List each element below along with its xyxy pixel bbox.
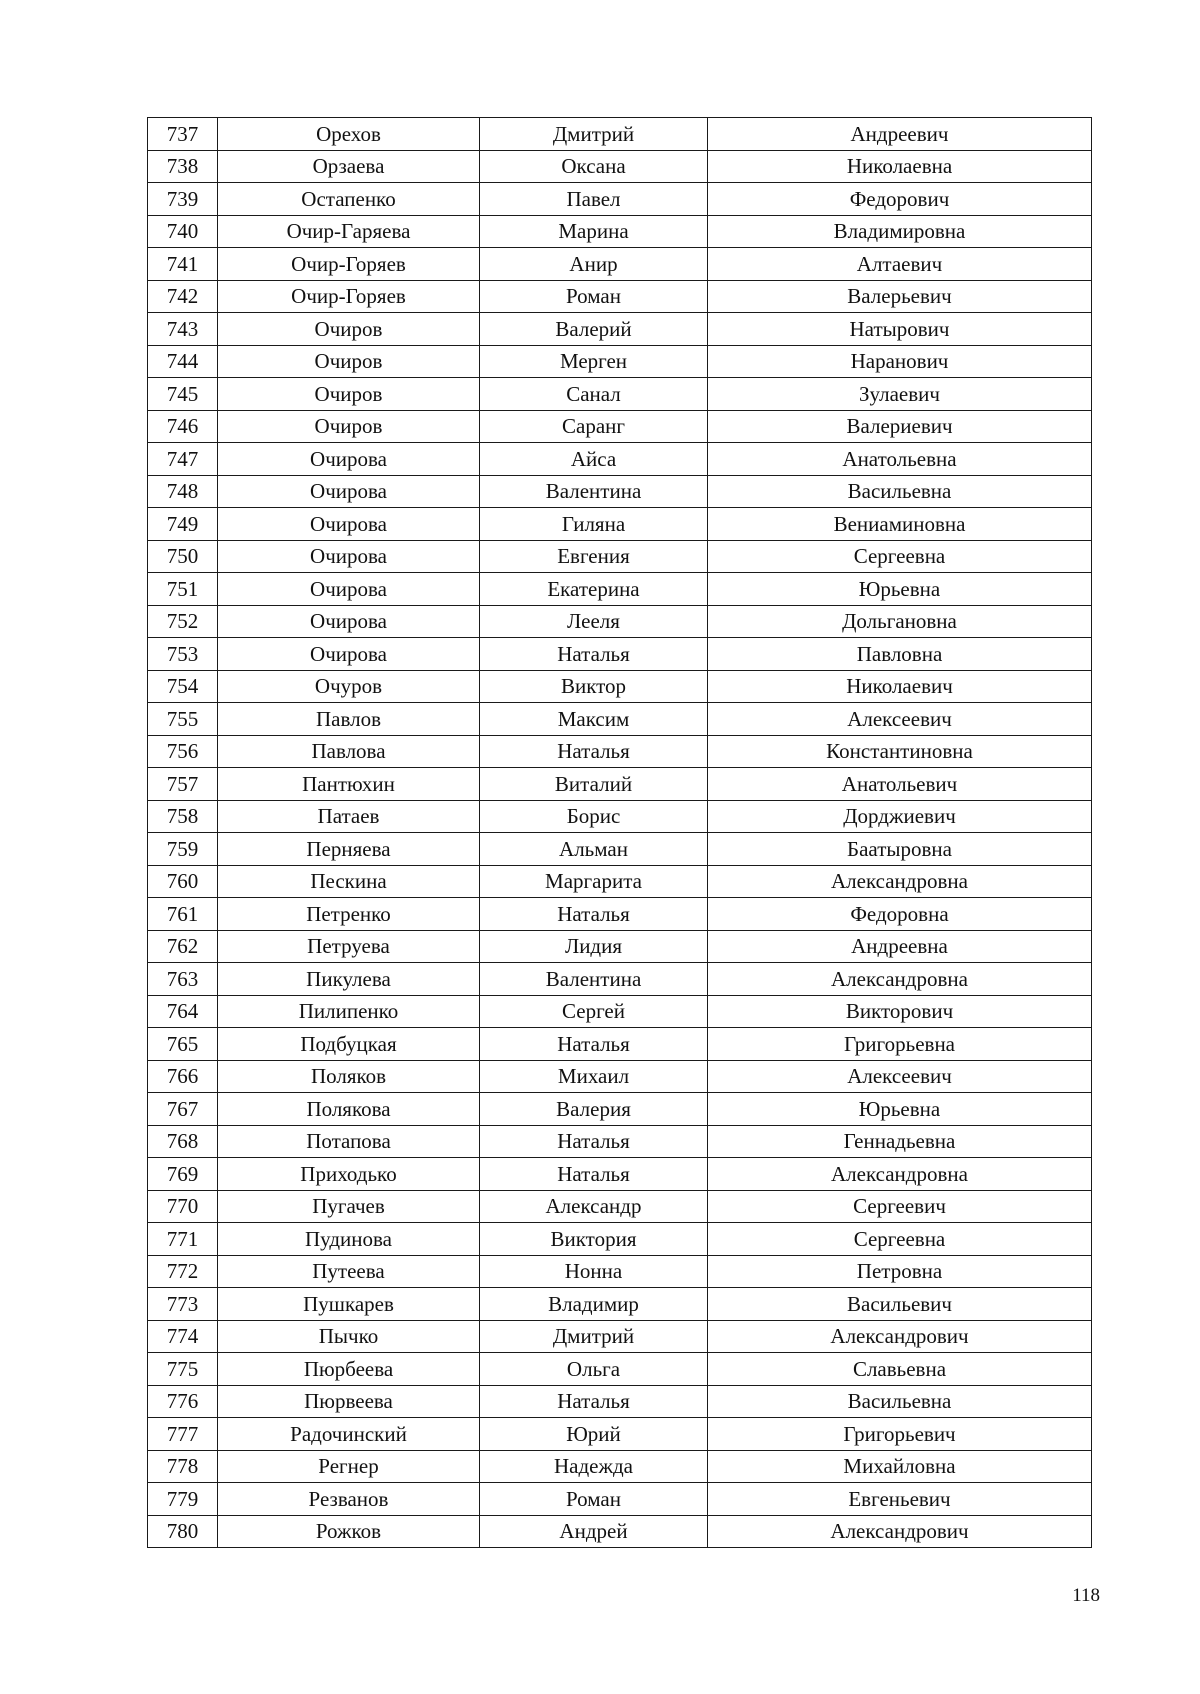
surname-cell: Пюрбеева: [218, 1353, 480, 1386]
row-number-cell: 751: [148, 573, 218, 606]
surname-cell: Пикулева: [218, 963, 480, 996]
table-row: [148, 605, 1092, 638]
row-number-cell: 740: [148, 215, 218, 248]
row-number-cell: 753: [148, 638, 218, 671]
surname-cell: Пилипенко: [218, 995, 480, 1028]
row-number-cell: 764: [148, 995, 218, 1028]
surname-cell: Остапенко: [218, 183, 480, 216]
row-number-cell: 767: [148, 1093, 218, 1126]
patronymic-cell: Михайловна: [708, 1450, 1092, 1483]
row-number-cell: 780: [148, 1515, 218, 1548]
row-number-cell: 746: [148, 410, 218, 443]
row-number-cell: 748: [148, 475, 218, 508]
first-name-cell: Оксана: [480, 150, 708, 183]
table-row: [148, 768, 1092, 801]
patronymic-cell: Васильевич: [708, 1288, 1092, 1321]
patronymic-cell: Сергеевна: [708, 540, 1092, 573]
first-name-cell: Надежда: [480, 1450, 708, 1483]
surname-cell: Резванов: [218, 1483, 480, 1516]
first-name-cell: Дмитрий: [480, 1320, 708, 1353]
patronymic-cell: Валериевич: [708, 410, 1092, 443]
table-row: [148, 443, 1092, 476]
patronymic-cell: Федорович: [708, 183, 1092, 216]
row-number-cell: 752: [148, 605, 218, 638]
first-name-cell: Евгения: [480, 540, 708, 573]
first-name-cell: Нонна: [480, 1255, 708, 1288]
row-number-cell: 755: [148, 703, 218, 736]
row-number-cell: 743: [148, 313, 218, 346]
table-row: [148, 898, 1092, 931]
table-row: [148, 1255, 1092, 1288]
first-name-cell: Валентина: [480, 963, 708, 996]
table-row: [148, 1385, 1092, 1418]
surname-cell: Павлов: [218, 703, 480, 736]
surname-cell: Регнер: [218, 1450, 480, 1483]
table-row: [148, 345, 1092, 378]
first-name-cell: Маргарита: [480, 865, 708, 898]
first-name-cell: Валерий: [480, 313, 708, 346]
first-name-cell: Владимир: [480, 1288, 708, 1321]
row-number-cell: 766: [148, 1060, 218, 1093]
row-number-cell: 771: [148, 1223, 218, 1256]
first-name-cell: Екатерина: [480, 573, 708, 606]
first-name-cell: Альман: [480, 833, 708, 866]
first-name-cell: Роман: [480, 1483, 708, 1516]
table-row: [148, 1028, 1092, 1061]
patronymic-cell: Николаевна: [708, 150, 1092, 183]
table-row: [148, 995, 1092, 1028]
row-number-cell: 738: [148, 150, 218, 183]
patronymic-cell: Геннадьевна: [708, 1125, 1092, 1158]
table-row: [148, 963, 1092, 996]
first-name-cell: Борис: [480, 800, 708, 833]
patronymic-cell: Александровна: [708, 1158, 1092, 1191]
patronymic-cell: Сергеевна: [708, 1223, 1092, 1256]
patronymic-cell: Васильевна: [708, 475, 1092, 508]
table-row: [148, 833, 1092, 866]
table-row: [148, 1158, 1092, 1191]
surname-cell: Пантюхин: [218, 768, 480, 801]
row-number-cell: 773: [148, 1288, 218, 1321]
surname-cell: Очир-Горяев: [218, 248, 480, 281]
patronymic-cell: Алексеевич: [708, 703, 1092, 736]
patronymic-cell: Зулаевич: [708, 378, 1092, 411]
surname-cell: Пескина: [218, 865, 480, 898]
first-name-cell: Виталий: [480, 768, 708, 801]
table-row: [148, 378, 1092, 411]
first-name-cell: Гиляна: [480, 508, 708, 541]
row-number-cell: 768: [148, 1125, 218, 1158]
row-number-cell: 763: [148, 963, 218, 996]
row-number-cell: 759: [148, 833, 218, 866]
row-number-cell: 737: [148, 118, 218, 151]
first-name-cell: Валентина: [480, 475, 708, 508]
row-number-cell: 750: [148, 540, 218, 573]
row-number-cell: 776: [148, 1385, 218, 1418]
surname-cell: Очиров: [218, 378, 480, 411]
row-number-cell: 765: [148, 1028, 218, 1061]
table-row: [148, 475, 1092, 508]
surname-cell: Очир-Гаряева: [218, 215, 480, 248]
names-table-body: [148, 118, 1092, 1548]
patronymic-cell: Константиновна: [708, 735, 1092, 768]
first-name-cell: Санал: [480, 378, 708, 411]
surname-cell: Пудинова: [218, 1223, 480, 1256]
surname-cell: Орзаева: [218, 150, 480, 183]
patronymic-cell: Анатольевна: [708, 443, 1092, 476]
table-row: [148, 118, 1092, 151]
table-row: [148, 865, 1092, 898]
first-name-cell: Наталья: [480, 735, 708, 768]
table-row: [148, 280, 1092, 313]
surname-cell: Перняева: [218, 833, 480, 866]
row-number-cell: 744: [148, 345, 218, 378]
table-row: [148, 183, 1092, 216]
patronymic-cell: Юрьевна: [708, 1093, 1092, 1126]
row-number-cell: 758: [148, 800, 218, 833]
first-name-cell: Ольга: [480, 1353, 708, 1386]
surname-cell: Потапова: [218, 1125, 480, 1158]
table-row: [148, 1515, 1092, 1548]
table-row: [148, 703, 1092, 736]
first-name-cell: Андрей: [480, 1515, 708, 1548]
table-row: [148, 930, 1092, 963]
patronymic-cell: Алтаевич: [708, 248, 1092, 281]
table-row: [148, 800, 1092, 833]
surname-cell: Очиров: [218, 313, 480, 346]
patronymic-cell: Сергеевич: [708, 1190, 1092, 1223]
table-row: [148, 540, 1092, 573]
table-row: [148, 508, 1092, 541]
surname-cell: Очирова: [218, 508, 480, 541]
first-name-cell: Лееля: [480, 605, 708, 638]
patronymic-cell: Наранович: [708, 345, 1092, 378]
row-number-cell: 775: [148, 1353, 218, 1386]
table-row: [148, 1450, 1092, 1483]
patronymic-cell: Дольгановна: [708, 605, 1092, 638]
patronymic-cell: Александровна: [708, 865, 1092, 898]
patronymic-cell: Александрович: [708, 1515, 1092, 1548]
first-name-cell: Наталья: [480, 898, 708, 931]
patronymic-cell: Андреевна: [708, 930, 1092, 963]
surname-cell: Очирова: [218, 573, 480, 606]
surname-cell: Приходько: [218, 1158, 480, 1191]
patronymic-cell: Дорджиевич: [708, 800, 1092, 833]
surname-cell: Радочинский: [218, 1418, 480, 1451]
surname-cell: Очирова: [218, 540, 480, 573]
first-name-cell: Наталья: [480, 638, 708, 671]
patronymic-cell: Александрович: [708, 1320, 1092, 1353]
patronymic-cell: Григорьевна: [708, 1028, 1092, 1061]
first-name-cell: Наталья: [480, 1028, 708, 1061]
surname-cell: Пычко: [218, 1320, 480, 1353]
surname-cell: Пюрвеева: [218, 1385, 480, 1418]
surname-cell: Очирова: [218, 475, 480, 508]
table-row: [148, 410, 1092, 443]
surname-cell: Очуров: [218, 670, 480, 703]
surname-cell: Путеева: [218, 1255, 480, 1288]
row-number-cell: 770: [148, 1190, 218, 1223]
patronymic-cell: Валерьевич: [708, 280, 1092, 313]
patronymic-cell: Алексеевич: [708, 1060, 1092, 1093]
table-row: [148, 1190, 1092, 1223]
patronymic-cell: Федоровна: [708, 898, 1092, 931]
table-row: [148, 670, 1092, 703]
first-name-cell: Саранг: [480, 410, 708, 443]
table-row: [148, 313, 1092, 346]
table-row: [148, 735, 1092, 768]
row-number-cell: 774: [148, 1320, 218, 1353]
table-row: [148, 1483, 1092, 1516]
surname-cell: Патаев: [218, 800, 480, 833]
first-name-cell: Павел: [480, 183, 708, 216]
row-number-cell: 747: [148, 443, 218, 476]
row-number-cell: 772: [148, 1255, 218, 1288]
patronymic-cell: Николаевич: [708, 670, 1092, 703]
patronymic-cell: Васильевна: [708, 1385, 1092, 1418]
row-number-cell: 769: [148, 1158, 218, 1191]
row-number-cell: 778: [148, 1450, 218, 1483]
patronymic-cell: Викторович: [708, 995, 1092, 1028]
row-number-cell: 754: [148, 670, 218, 703]
surname-cell: Очирова: [218, 443, 480, 476]
table-row: [148, 1320, 1092, 1353]
patronymic-cell: Александровна: [708, 963, 1092, 996]
first-name-cell: Александр: [480, 1190, 708, 1223]
first-name-cell: Мерген: [480, 345, 708, 378]
surname-cell: Рожков: [218, 1515, 480, 1548]
patronymic-cell: Андреевич: [708, 118, 1092, 151]
first-name-cell: Сергей: [480, 995, 708, 1028]
table-row: [148, 1288, 1092, 1321]
first-name-cell: Наталья: [480, 1125, 708, 1158]
first-name-cell: Роман: [480, 280, 708, 313]
surname-cell: Полякова: [218, 1093, 480, 1126]
first-name-cell: Виктория: [480, 1223, 708, 1256]
first-name-cell: Максим: [480, 703, 708, 736]
first-name-cell: Михаил: [480, 1060, 708, 1093]
row-number-cell: 739: [148, 183, 218, 216]
row-number-cell: 757: [148, 768, 218, 801]
first-name-cell: Лидия: [480, 930, 708, 963]
row-number-cell: 745: [148, 378, 218, 411]
patronymic-cell: Славьевна: [708, 1353, 1092, 1386]
patronymic-cell: Юрьевна: [708, 573, 1092, 606]
patronymic-cell: Вениаминовна: [708, 508, 1092, 541]
row-number-cell: 779: [148, 1483, 218, 1516]
surname-cell: Пушкарев: [218, 1288, 480, 1321]
surname-cell: Очиров: [218, 345, 480, 378]
row-number-cell: 777: [148, 1418, 218, 1451]
surname-cell: Очирова: [218, 638, 480, 671]
surname-cell: Пугачев: [218, 1190, 480, 1223]
table-row: [148, 638, 1092, 671]
table-row: [148, 215, 1092, 248]
table-row: [148, 150, 1092, 183]
first-name-cell: Валерия: [480, 1093, 708, 1126]
surname-cell: Подбуцкая: [218, 1028, 480, 1061]
table-row: [148, 1125, 1092, 1158]
patronymic-cell: Павловна: [708, 638, 1092, 671]
first-name-cell: Айса: [480, 443, 708, 476]
patronymic-cell: Григорьевич: [708, 1418, 1092, 1451]
first-name-cell: Наталья: [480, 1385, 708, 1418]
names-table: [147, 117, 1092, 1548]
row-number-cell: 756: [148, 735, 218, 768]
first-name-cell: Марина: [480, 215, 708, 248]
first-name-cell: Дмитрий: [480, 118, 708, 151]
table-row: [148, 1223, 1092, 1256]
surname-cell: Очиров: [218, 410, 480, 443]
patronymic-cell: Баатыровна: [708, 833, 1092, 866]
first-name-cell: Виктор: [480, 670, 708, 703]
first-name-cell: Анир: [480, 248, 708, 281]
row-number-cell: 762: [148, 930, 218, 963]
page-number: 118: [1072, 1585, 1100, 1606]
first-name-cell: Юрий: [480, 1418, 708, 1451]
table-row: [148, 1060, 1092, 1093]
patronymic-cell: Владимировна: [708, 215, 1092, 248]
surname-cell: Поляков: [218, 1060, 480, 1093]
surname-cell: Орехов: [218, 118, 480, 151]
patronymic-cell: Евгеньевич: [708, 1483, 1092, 1516]
row-number-cell: 741: [148, 248, 218, 281]
row-number-cell: 760: [148, 865, 218, 898]
patronymic-cell: Натырович: [708, 313, 1092, 346]
patronymic-cell: Анатольевич: [708, 768, 1092, 801]
table-row: [148, 248, 1092, 281]
patronymic-cell: Петровна: [708, 1255, 1092, 1288]
surname-cell: Петруева: [218, 930, 480, 963]
surname-cell: Павлова: [218, 735, 480, 768]
table-row: [148, 1353, 1092, 1386]
row-number-cell: 761: [148, 898, 218, 931]
first-name-cell: Наталья: [480, 1158, 708, 1191]
row-number-cell: 749: [148, 508, 218, 541]
table-row: [148, 1418, 1092, 1451]
surname-cell: Очир-Горяев: [218, 280, 480, 313]
row-number-cell: 742: [148, 280, 218, 313]
surname-cell: Петренко: [218, 898, 480, 931]
table-row: [148, 1093, 1092, 1126]
table-row: [148, 573, 1092, 606]
surname-cell: Очирова: [218, 605, 480, 638]
